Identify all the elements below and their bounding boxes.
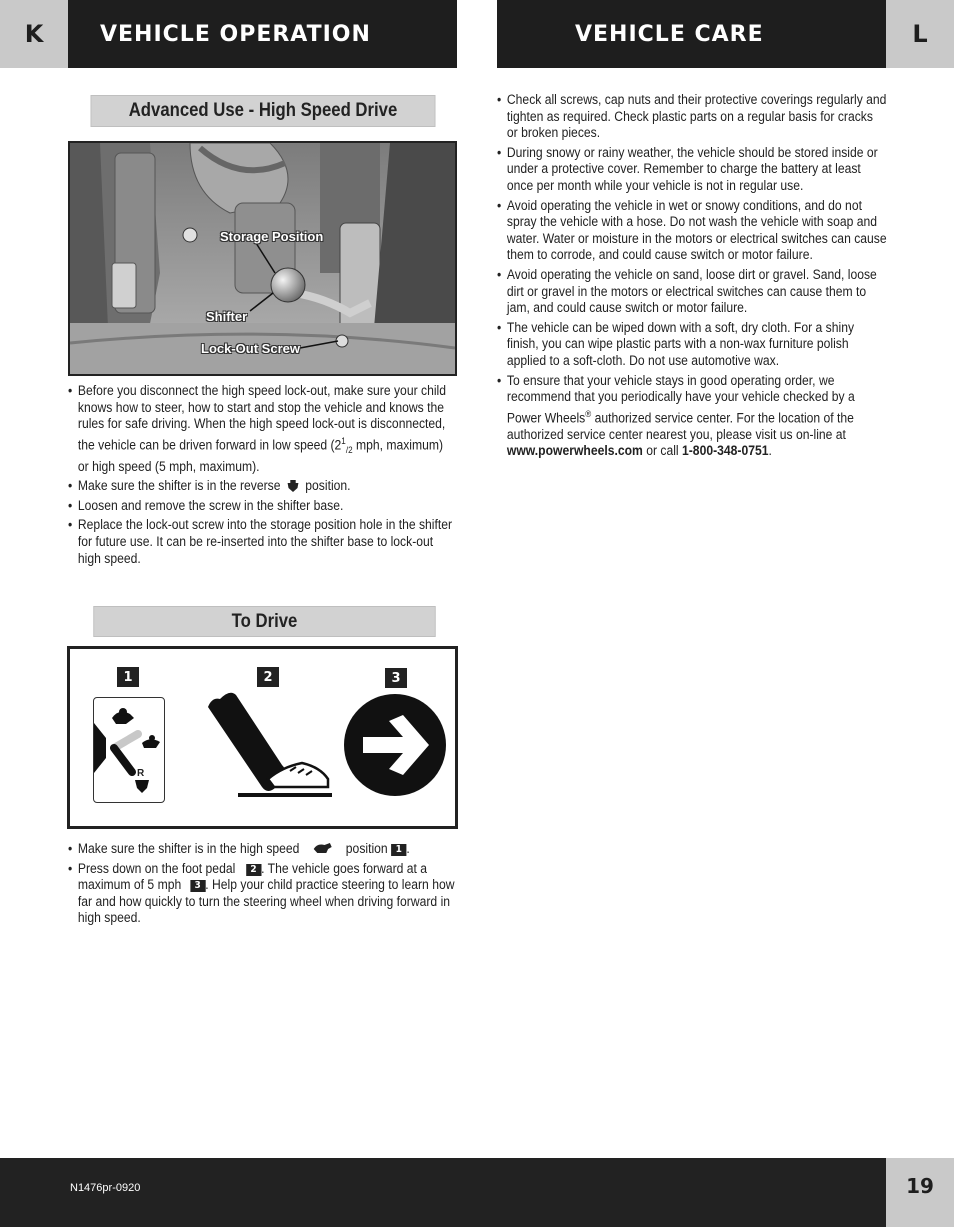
list-item: • The vehicle can be wiped down with a soft, dry cloth. For a shiny finish, you can wipe plastic parts with a non-wax furniture polish applied to a soft-cloth. Do not use automotive wax. (497, 320, 887, 370)
list-item: • Before you disconnect the high speed lock-out, make sure your child knows how to steer, how to start and stop the vehicle and knows the rules for safe driving. When the high speed lock-out is disconnected, the vehicle can be driven forward in low speed ($2^1_{/2}$ mph, maximum) or high speed (5 mph, maximum). (68, 383, 453, 475)
label-storage-position: Storage Position (220, 229, 324, 244)
ref-badge-1: 1 (391, 844, 406, 856)
step-badge-1: 1 (117, 667, 139, 687)
list-item: • During snowy or rainy weather, the vehicle should be stored inside or under a protective cover. Remember to charge the battery at least once per month while your vehicle is not in regular use. (497, 145, 887, 195)
high-speed-instructions (68, 383, 453, 570)
heading-text: To Drive (231, 610, 298, 632)
forward-arrow-icon (343, 693, 447, 797)
label-shifter: Shifter (206, 309, 248, 324)
heading-text: Advanced Use - High Speed Drive (128, 100, 398, 121)
document-code: N1476pr-0920 (70, 1182, 141, 1194)
reverse-label: R (137, 768, 145, 779)
section-heading-to-drive (93, 606, 435, 637)
reverse-turtle-icon (286, 479, 300, 492)
list-item: • Avoid operating the vehicle on sand, loose dirt or gravel. Sand, loose dirt or gravel in the motors or electrical switches can cause them to jam, and could cause switch or motor failure. (497, 267, 887, 317)
list-item: • Press down on the foot pedal 2 . The vehicle goes forward at a maximum of 5 mph 3 . Help your child practice steering to learn how far and how quickly to turn the steering wheel when driving forward in high speed. (68, 861, 457, 927)
list-item: • Replace the lock-out screw into the storage position hole in the shifter for future use. It can be re-inserted into the shifter base to lock-out high speed. (68, 517, 453, 567)
list-item: • Check all screws, cap nuts and their protective coverings regularly and tighten as required. Check plastic parts on a regular basis for cracks or broken pieces. (497, 92, 887, 142)
vehicle-care-list (497, 92, 887, 463)
header-vehicle-care (497, 0, 886, 68)
list-item: • Make sure the shifter is in the high speed position 1 . (68, 841, 457, 858)
section-letter-l: L (886, 0, 954, 68)
step-badge-2: 2 (257, 667, 279, 687)
header-title: VEHICLE CARE (575, 21, 764, 47)
ref-badge-2: 2 (246, 864, 261, 876)
to-drive-instructions (68, 841, 457, 930)
foot-pedal-icon (202, 687, 332, 807)
shifter-illustration (70, 143, 455, 374)
list-item: • Make sure the shifter is in the reverse position. (68, 478, 453, 495)
section-letter-k: K (0, 0, 68, 68)
shifter-positions-icon (94, 698, 164, 802)
shifter-photo (68, 141, 457, 376)
header-title: VEHICLE OPERATION (100, 21, 371, 47)
section-heading-high-speed (91, 95, 436, 127)
step-badge-3: 3 (385, 668, 407, 688)
list-item: • To ensure that your vehicle stays in good operating order, we recommend that you periodically have your vehicle checked by a Power Wheels® authorized service center. For the location of the authorized service center nearest you, please visit us on-line at www.powerwheels.com or call 1-800-348-0751. (497, 373, 887, 460)
label-lockout-screw: Lock-Out Screw (201, 341, 300, 356)
header-vehicle-operation (68, 0, 457, 68)
phone-number: 1-800-348-0751 (682, 443, 769, 459)
footer-bar (0, 1158, 886, 1227)
page-number: 19 (886, 1158, 954, 1227)
ref-badge-3: 3 (190, 880, 205, 892)
to-drive-diagram (67, 646, 458, 829)
list-item: • Avoid operating the vehicle in wet or snowy conditions, and do not spray the vehicle with a hose. Do not wash the vehicle with soap and water. Water or moisture in the motors or electrical switches can cause them to corrode, and could cause switch or motor failure. (497, 198, 887, 264)
high-speed-rabbit-icon (312, 841, 334, 855)
website-link[interactable]: www.powerwheels.com (506, 443, 643, 459)
list-item: • Loosen and remove the screw in the shifter base. (68, 498, 453, 515)
shifter-panel (93, 697, 165, 803)
